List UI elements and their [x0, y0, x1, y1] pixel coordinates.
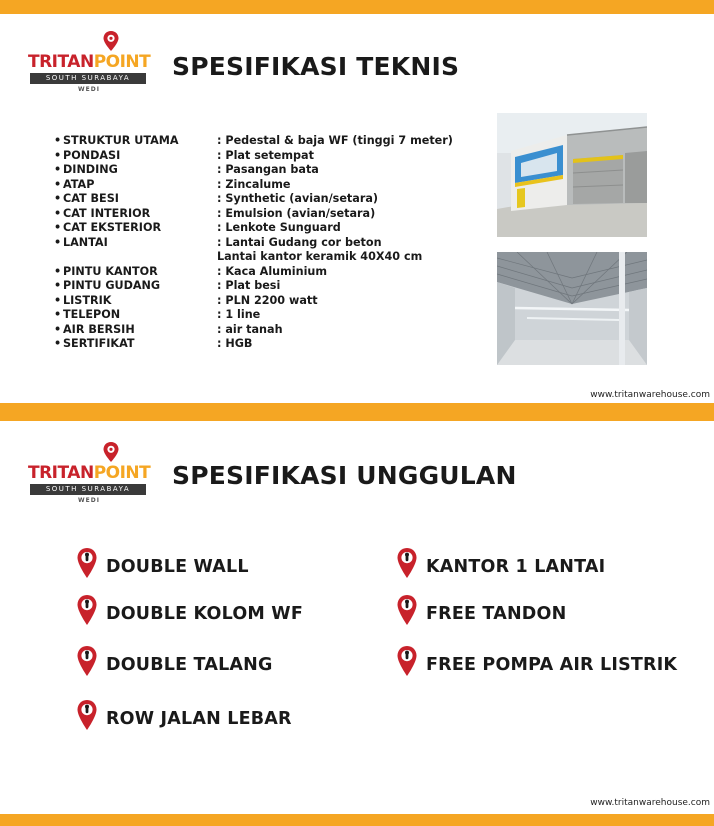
- brand-logo: [28, 441, 150, 507]
- spec-row: [54, 192, 474, 207]
- spec-value: : Pedestal & baja WF (tinggi 7 meter): [217, 134, 453, 147]
- spec-value: : Pasangan bata: [217, 163, 319, 176]
- spec-value: : Synthetic (avian/setara): [217, 192, 379, 205]
- feature-label: FREE POMPA AIR LISTRIK: [426, 655, 678, 675]
- spec-value: : HGB: [217, 337, 253, 350]
- spec-value: : Kaca Aluminium: [217, 264, 328, 278]
- spec-value: : Lantai Gudang cor beton: [217, 235, 382, 249]
- spec-label: PINTU KANTOR: [63, 264, 158, 278]
- warehouse-exterior-photo: [497, 113, 647, 237]
- spec-row: [54, 221, 474, 236]
- brand-logo: [28, 30, 150, 96]
- spec-bullet: •: [54, 163, 62, 176]
- spec-label: SERTIFIKAT: [63, 337, 135, 350]
- feature-label: DOUBLE WALL: [106, 557, 249, 577]
- location-pin-icon: [396, 594, 418, 626]
- spec-row: [54, 265, 474, 280]
- location-pin-icon: [76, 594, 98, 626]
- location-pin-icon: [76, 547, 98, 579]
- spec-value: : Lenkote Sunguard: [217, 221, 341, 234]
- brand-subtitle: SOUTH SURABAYA: [30, 484, 146, 495]
- location-pin-icon: [396, 547, 418, 579]
- spec-row: [54, 163, 474, 178]
- spec-label: PINTU GUDANG: [63, 279, 161, 292]
- spec-value: : Zincalume: [217, 177, 291, 191]
- spec-value: : 1 line: [217, 308, 261, 321]
- warehouse-interior-photo: [497, 252, 647, 365]
- spec-list: [54, 134, 474, 352]
- feature-label: ROW JALAN LEBAR: [106, 709, 292, 729]
- spec-row: [54, 308, 474, 323]
- spec-bullet: •: [54, 279, 62, 292]
- spec-bullet: •: [54, 293, 62, 307]
- spec-row: [54, 207, 474, 222]
- slide-spesifikasi-unggulan: [0, 421, 714, 826]
- feature-label: DOUBLE TALANG: [106, 655, 273, 675]
- spec-value: : air tanah: [217, 322, 283, 336]
- bottom-orange-bar: [0, 814, 714, 826]
- spec-bullet: •: [54, 264, 62, 278]
- spec-bullet: •: [54, 177, 62, 191]
- brand-tag: WEDI: [78, 497, 100, 504]
- top-orange-bar: [0, 0, 714, 14]
- spec-bullet: •: [54, 322, 62, 336]
- spec-label: CAT EKSTERIOR: [63, 221, 162, 234]
- spec-bullet: •: [54, 148, 62, 162]
- spec-value: : Plat besi: [217, 279, 281, 292]
- spec-label: AIR BERSIH: [63, 322, 135, 336]
- feature-label: DOUBLE KOLOM WF: [106, 604, 303, 624]
- spec-row: [54, 134, 474, 149]
- feature-label: FREE TANDON: [426, 604, 567, 624]
- spec-value: : PLN 2200 watt: [217, 293, 318, 307]
- spec-value: : Emulsion (avian/setara): [217, 206, 376, 220]
- spec-bullet: •: [54, 221, 62, 234]
- brand-tag: WEDI: [78, 86, 100, 93]
- spec-row: [54, 178, 474, 193]
- spec-bullet: •: [54, 308, 62, 321]
- location-pin-icon: [76, 645, 98, 677]
- spec-bullet: •: [54, 235, 62, 249]
- spec-row: [54, 337, 474, 352]
- spec-row: [54, 149, 474, 164]
- bottom-orange-bar: [0, 403, 714, 421]
- page-title: SPESIFIKASI UNGGULAN: [172, 461, 517, 490]
- spec-row: [54, 236, 474, 251]
- spec-label: TELEPON: [63, 308, 121, 321]
- spec-label: ATAP: [63, 177, 95, 191]
- website-url: www.tritanwarehouse.com: [590, 390, 710, 400]
- brand-name: TRITANPOINT: [28, 463, 151, 483]
- spec-label: DINDING: [63, 163, 118, 176]
- spec-label: PONDASI: [63, 148, 121, 162]
- spec-label: CAT BESI: [63, 192, 119, 205]
- spec-bullet: •: [54, 134, 62, 147]
- brand-name: TRITANPOINT: [28, 52, 151, 72]
- spec-row: [54, 279, 474, 294]
- location-pin-icon: [102, 441, 120, 463]
- spec-value: : Plat setempat: [217, 148, 314, 162]
- spec-label: LISTRIK: [63, 293, 112, 307]
- location-pin-icon: [76, 699, 98, 731]
- location-pin-icon: [102, 30, 120, 52]
- spec-value: Lantai kantor keramik 40X40 cm: [217, 250, 423, 263]
- spec-row: [54, 250, 474, 265]
- spec-label: STRUKTUR UTAMA: [63, 134, 179, 147]
- spec-bullet: •: [54, 206, 62, 220]
- spec-label: CAT INTERIOR: [63, 206, 151, 220]
- feature-label: KANTOR 1 LANTAI: [426, 557, 606, 577]
- spec-label: LANTAI: [63, 235, 108, 249]
- website-url: www.tritanwarehouse.com: [590, 798, 710, 808]
- brand-subtitle: SOUTH SURABAYA: [30, 73, 146, 84]
- spec-bullet: •: [54, 192, 62, 205]
- location-pin-icon: [396, 645, 418, 677]
- spec-row: [54, 294, 474, 309]
- spec-row: [54, 323, 474, 338]
- spec-bullet: •: [54, 337, 62, 350]
- page-title: SPESIFIKASI TEKNIS: [172, 52, 460, 81]
